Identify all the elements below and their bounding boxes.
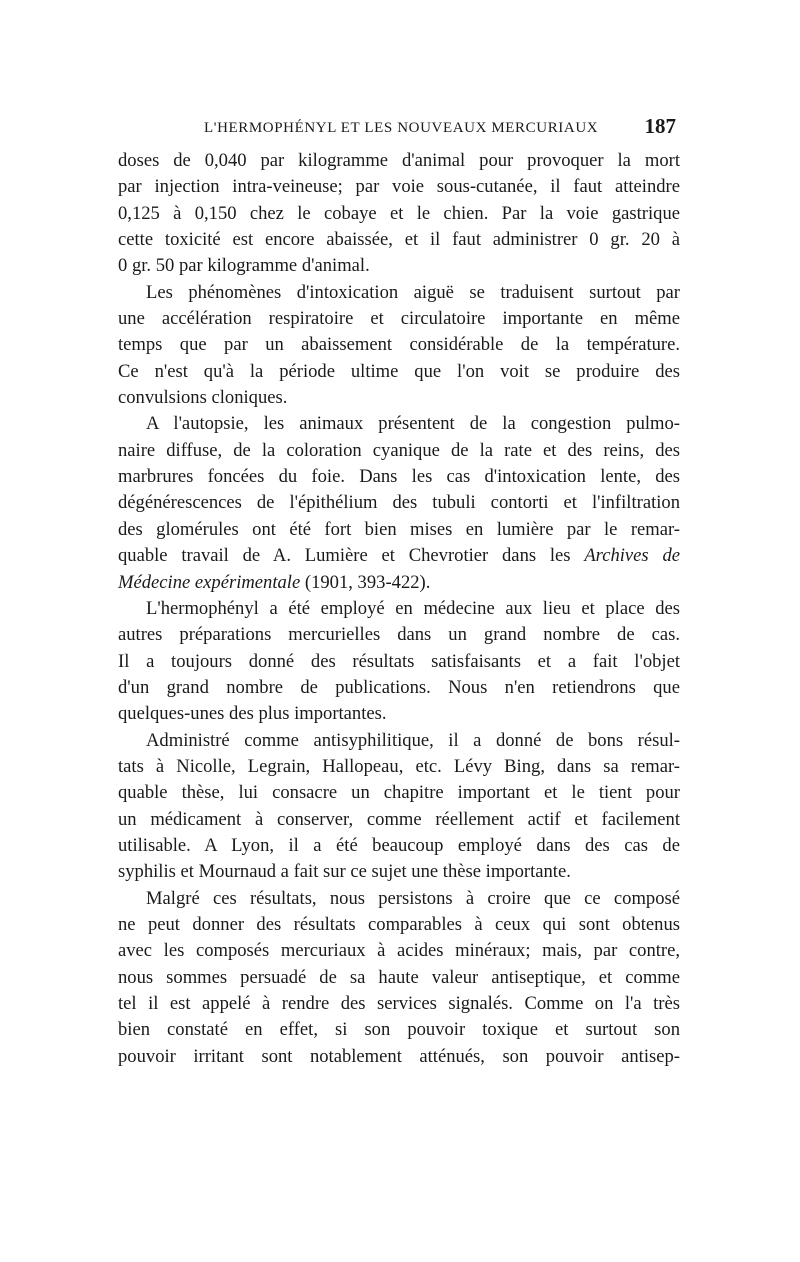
book-page <box>118 112 680 1070</box>
journal-title-part-2: Médecine expérimentale <box>118 571 301 593</box>
text-line: tel il est appelé à rendre des services signalés. Comme on l'a très <box>118 993 680 1014</box>
paragraph-3 <box>118 411 680 595</box>
page-number: 187 <box>644 114 676 138</box>
text-line: quable thèse, lui consacre un chapitre important et le tient pour <box>118 782 680 804</box>
text-line: tats à Nicolle, Legrain, Hallopeau, etc. Lévy Bing, dans sa remar- <box>118 755 680 777</box>
text-line: Ce n'est qu'à la période ultime que l'on voit se produire des <box>118 360 680 382</box>
journal-title-part-1: Archives de <box>584 545 681 567</box>
text-line: un médicament à conserver, comme réellement actif et facilement <box>118 808 680 830</box>
running-header <box>118 112 680 142</box>
text-segment: (1901, 393-422). <box>300 571 431 593</box>
text-line: autres préparations mercurielles dans un grand nombre de cas. <box>118 624 680 646</box>
paragraph-5 <box>118 728 680 886</box>
text-line: marbrures foncées du foie. Dans les cas d'intoxication lente, des <box>118 466 680 488</box>
text-line: syphilis et Mournaud a fait sur ce sujet une thèse importante. <box>118 861 571 883</box>
text-line: L'hermophényl a été employé en médecine aux lieu et place des <box>146 597 680 619</box>
text-line-with-italic <box>118 570 680 596</box>
text-line: Les phénomènes d'intoxication aiguë se traduisent surtout par <box>146 281 680 303</box>
paragraph-6 <box>118 886 680 1070</box>
text-line: cette toxicité est encore abaissée, et il faut administrer 0 gr. 20 à <box>118 229 680 251</box>
text-line: avec les composés mercuriaux à acides minéraux; mais, par contre, <box>118 940 680 962</box>
text-line: Administré comme antisyphilitique, il a donné de bons résul- <box>146 729 680 751</box>
text-line: ne peut donner des résultats comparables à ceux qui sont obtenus <box>118 913 680 935</box>
text-line: temps que par un abaissement considérable de la température. <box>118 334 680 356</box>
paragraph-1 <box>118 148 680 280</box>
text-line: une accélération respiratoire et circulatoire importante en même <box>118 308 680 330</box>
text-line: par injection intra-veineuse; par voie sous-cutanée, il faut atteindre <box>118 176 680 198</box>
text-line: 0,125 à 0,150 chez le cobaye et le chien. Par la voie gastrique <box>118 202 680 224</box>
text-line: quelques-unes des plus importantes. <box>118 703 387 725</box>
paragraph-2 <box>118 280 680 412</box>
text-line-with-italic <box>118 543 680 569</box>
text-line: 0 gr. 50 par kilogramme d'animal. <box>118 255 370 277</box>
text-line: A l'autopsie, les animaux présentent de la congestion pulmo- <box>146 413 680 435</box>
text-segment: quable travail de A. Lumière et Chevrotier dans les <box>118 545 585 567</box>
text-line: convulsions cloniques. <box>118 387 288 409</box>
text-line: doses de 0,040 par kilogramme d'animal pour provoquer la mort <box>118 150 680 171</box>
text-line: dégénérescences de l'épithélium des tubuli contorti et l'infiltration <box>118 492 680 514</box>
running-title: L'HERMOPHÉNYL ET LES NOUVEAUX MERCURIAUX <box>204 120 599 136</box>
text-line: bien constaté en effet, si son pouvoir toxique et surtout son <box>118 1019 680 1041</box>
text-line: utilisable. A Lyon, il a été beaucoup employé dans des cas de <box>118 834 680 856</box>
body-text <box>118 148 680 1070</box>
text-line: d'un grand nombre de publications. Nous n'en retiendrons que <box>118 676 680 698</box>
paragraph-4 <box>118 596 680 728</box>
text-line: Il a toujours donné des résultats satisfaisants et a fait l'objet <box>118 650 680 672</box>
text-line: Malgré ces résultats, nous persistons à croire que ce composé <box>146 887 680 909</box>
text-line: des glomérules ont été fort bien mises en lumière par le remar- <box>118 518 680 540</box>
text-line: nous sommes persuadé de sa haute valeur antiseptique, et comme <box>118 966 680 988</box>
text-line: pouvoir irritant sont notablement atténués, son pouvoir antisep- <box>118 1045 680 1067</box>
text-line: naire diffuse, de la coloration cyanique de la rate et des reins, des <box>118 439 680 461</box>
